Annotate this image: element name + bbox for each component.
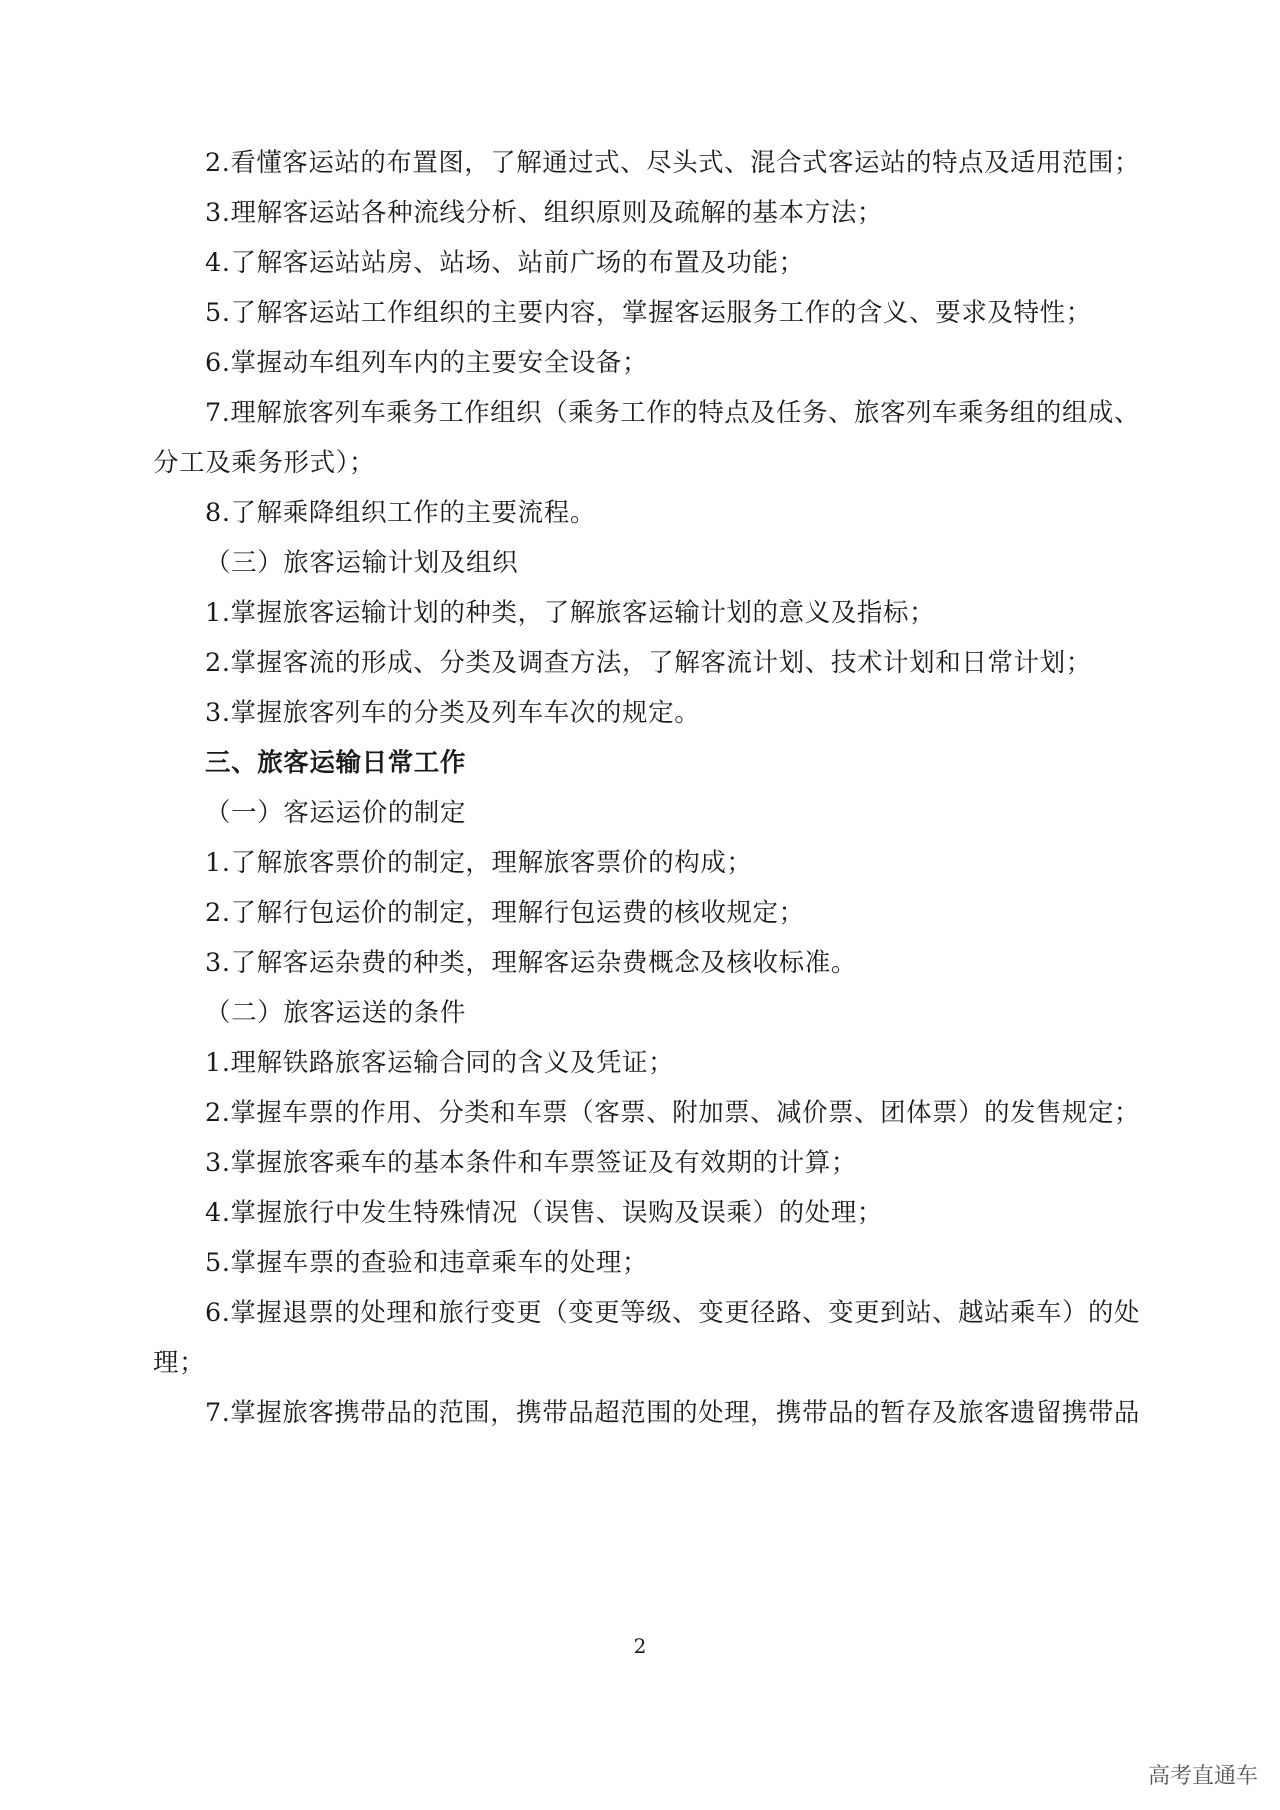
text-line: 6.掌握动车组列车内的主要安全设备； [205, 348, 649, 378]
text-line: 8.了解乘降组织工作的主要流程。 [205, 498, 596, 528]
section-heading: （二）旅客运送的条件 [205, 998, 467, 1028]
text-line: 6.掌握退票的处理和旅行变更（变更等级、变更径路、变更到站、越站乘车）的处 [205, 1298, 1141, 1328]
text-line: 7.理解旅客列车乘务工作组织（乘务工作的特点及任务、旅客列车乘务组的组成、 [205, 398, 1141, 428]
text-line: 7.掌握旅客携带品的范围，携带品超范围的处理，携带品的暂存及旅客遗留携带品 [205, 1398, 1141, 1428]
text-line: 2.看懂客运站的布置图，了解通过式、尽头式、混合式客运站的特点及适用范围； [205, 148, 1141, 178]
text-line: 3.掌握旅客列车的分类及列车车次的规定。 [205, 698, 701, 728]
text-line: 2.了解行包运价的制定，理解行包运费的核收规定； [205, 898, 805, 928]
watermark-text: 高考直通车 [1147, 1764, 1258, 1789]
text-line: 理； [153, 1348, 206, 1378]
text-line: 5.掌握车票的查验和违章乘车的处理； [205, 1248, 649, 1278]
text-line: 3.掌握旅客乘车的基本条件和车票签证及有效期的计算； [205, 1148, 857, 1178]
text-line: 1.掌握旅客运输计划的种类，了解旅客运输计划的意义及指标； [205, 598, 936, 628]
section-heading: （一）客运运价的制定 [205, 798, 467, 828]
text-line: 3.了解客运杂费的种类，理解客运杂费概念及核收标准。 [205, 948, 857, 978]
text-line: 1.理解铁路旅客运输合同的含义及凭证； [205, 1048, 675, 1078]
text-line: 4.了解客运站站房、站场、站前广场的布置及功能； [205, 248, 805, 278]
chapter-heading: 三、旅客运输日常工作 [205, 748, 467, 778]
page-number: 2 [633, 1634, 647, 1658]
text-line: 2.掌握客流的形成、分类及调查方法，了解客流计划、技术计划和日常计划； [205, 648, 1092, 678]
text-line: 1.了解旅客票价的制定，理解旅客票价的构成； [205, 848, 753, 878]
text-line: 4.掌握旅行中发生特殊情况（误售、误购及误乘）的处理； [205, 1198, 884, 1228]
text-line: 3.理解客运站各种流线分析、组织原则及疏解的基本方法； [205, 198, 884, 228]
text-line: 5.了解客运站工作组织的主要内容，掌握客运服务工作的含义、要求及特性； [205, 298, 1092, 328]
section-heading: （三）旅客运输计划及组织 [205, 548, 519, 578]
text-line: 分工及乘务形式）； [153, 448, 376, 478]
text-line: 2.掌握车票的作用、分类和车票（客票、附加票、减价票、团体票）的发售规定； [205, 1098, 1141, 1128]
